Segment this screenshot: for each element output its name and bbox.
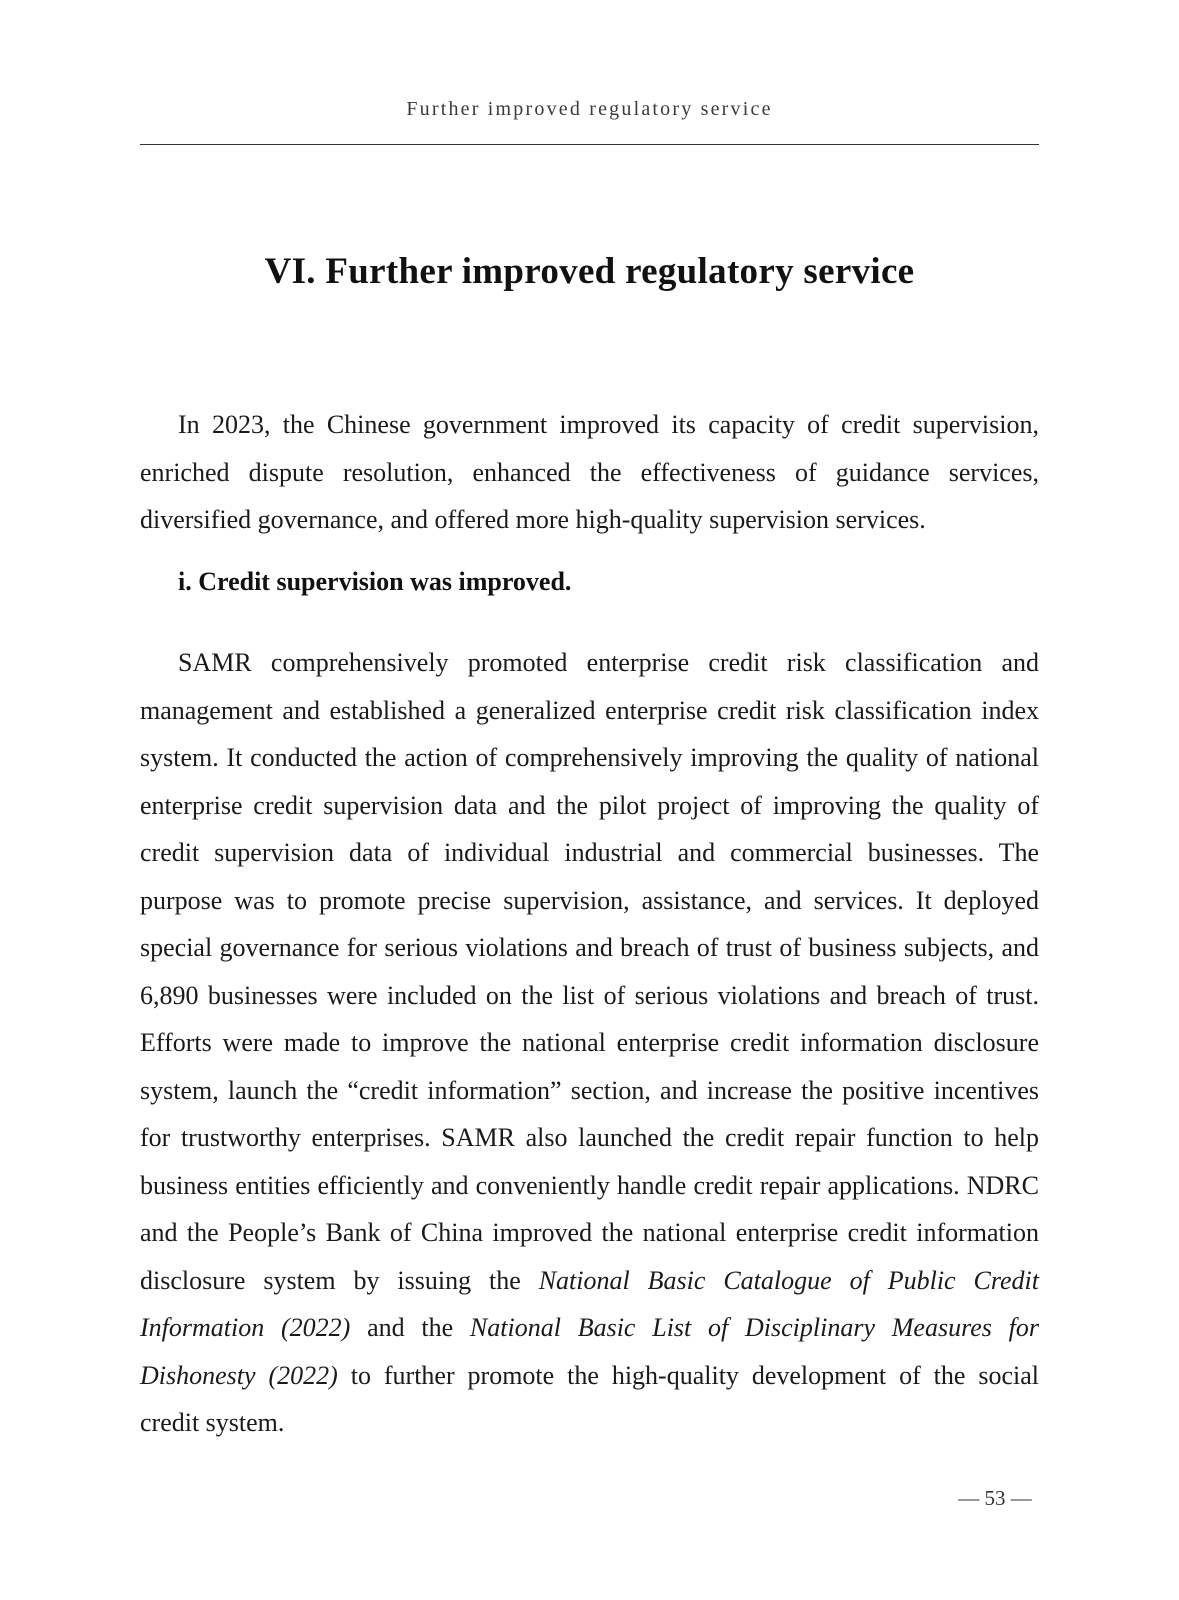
paragraph-text: to further promote the high-quality development of the social credit system.: [140, 1360, 1040, 1437]
paragraph-text: and the: [350, 1313, 470, 1342]
header-divider: [140, 144, 1039, 145]
running-header: Further improved regulatory service: [406, 98, 773, 120]
page-number: — 53 —: [958, 1486, 1032, 1510]
chapter-title: VI. Further improved regulatory service: [264, 251, 915, 292]
intro-paragraph: In 2023, the Chinese government improved its capacity of credit supervision, enriched dispute resolution, enhanced the effectiveness of guidance services, diversified governance, and offered more high-quality supervision services.: [140, 410, 1039, 534]
paragraph-text: SAMR comprehensively promoted enterprise credit risk classification and management and established a generalized enterprise credit risk classification index system. It conducted the action of comprehensively improving the quality of national enterprise credit supervision data and the pilot project of improving the quality of credit supervision data of individual industrial and commercial businesses. The purpose was to promote precise supervision, assistance, and services. It deployed special governance for serious violations and breach of trust of business subjects, and 6,890 businesses were included on the list of serious violations and breach of trust. Efforts were made to improve the national enterprise credit information disclosure system, launch the “credit information” section, and increase the positive incentives for trustworthy enterprises. SAMR also launched the credit repair function to help business entities efficiently and conveniently handle credit repair applications. NDRC and the People’s Bank of China improved the national enterprise credit information disclosure system by issuing the: [140, 648, 1039, 1295]
body-paragraph: [140, 639, 1039, 1447]
document-title-disciplinary-list: National Basic List of Disciplinary Measures for Dishonesty (2022): [140, 1313, 1039, 1390]
section-heading: i. Credit supervision was improved.: [178, 567, 572, 596]
document-title-catalogue: National Basic Catalogue of Public Credit Information (2022): [140, 1265, 1039, 1342]
